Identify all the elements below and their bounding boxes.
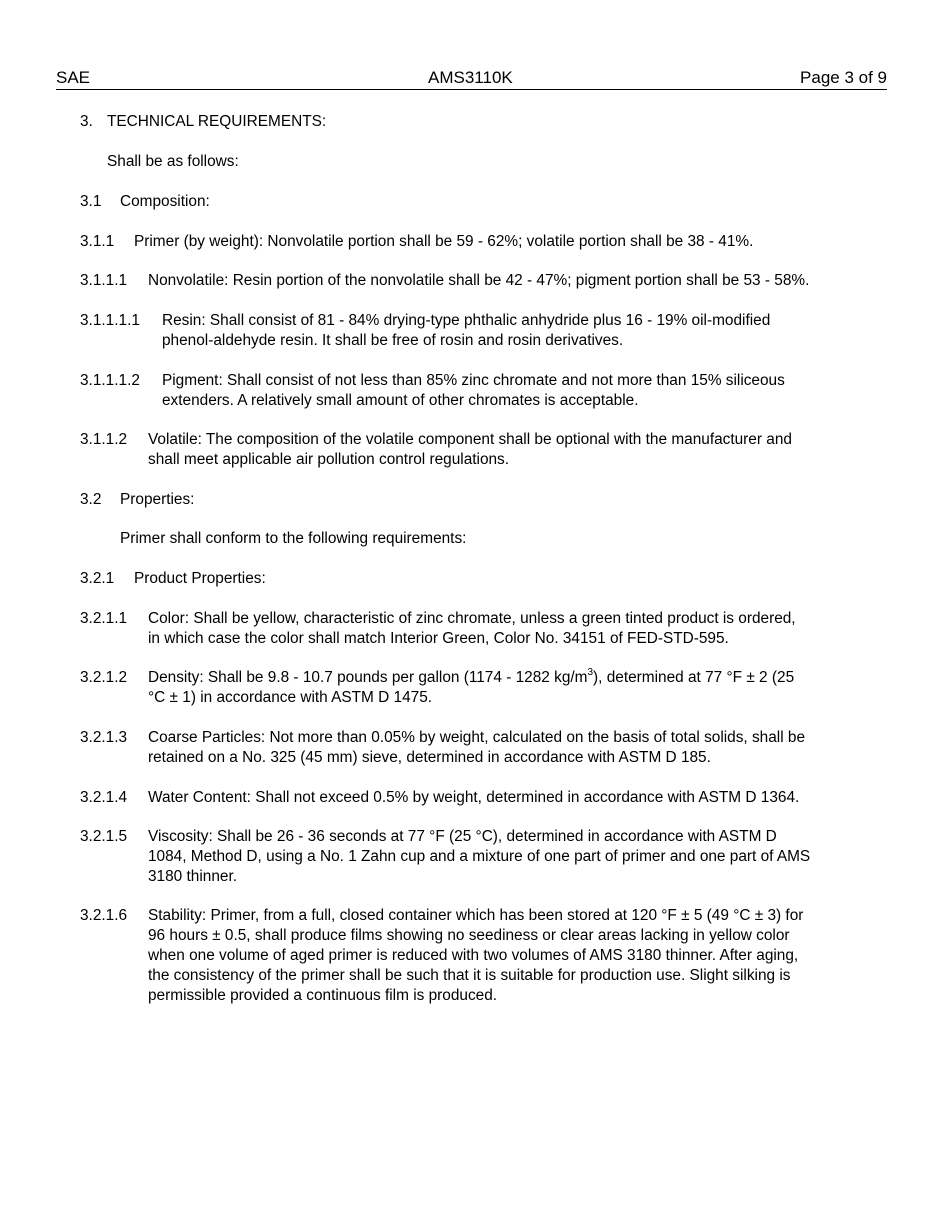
section-number: 3.1 — [80, 193, 102, 210]
section-text-line: in which case the color shall match Interior Green, Color No. 34151 of FED-STD-595. — [148, 630, 729, 647]
section-title: Product Properties: — [134, 570, 266, 587]
section-number: 3.2.1.6 — [80, 907, 128, 924]
section-text-line: Pigment: Shall consist of not less than 85% zinc chromate and not more than 15% siliceous — [162, 372, 785, 389]
section-number: 3.1.1.1.2 — [80, 372, 140, 389]
superscript-cubed: 3 — [587, 667, 594, 678]
section-number: 3.2 — [80, 491, 102, 508]
section-title: Properties: — [120, 491, 195, 508]
section-text-line: °C ± 1) in accordance with ASTM D 1475. — [148, 689, 433, 706]
section-text-line: 3180 thinner. — [148, 868, 237, 885]
header-doc-number: AMS3110K — [428, 68, 513, 87]
section-number: 3. — [80, 113, 93, 130]
section-number: 3.2.1.1 — [80, 610, 128, 627]
header-org: SAE — [56, 68, 91, 87]
section-text-line: Stability: Primer, from a full, closed container which has been stored at 120 °F ± 5 (49 °C ± 3) for — [148, 907, 804, 924]
density-text-a: Density: Shall be 9.8 - 10.7 pounds per gallon (1174 - 1282 kg/m — [148, 669, 588, 686]
section-text: Primer (by weight): Nonvolatile portion shall be 59 - 62%; volatile portion shall be 38 - 41%. — [134, 233, 754, 250]
section-text-line: 96 hours ± 0.5, shall produce films showing no seediness or clear areas lacking in yellow color — [148, 927, 790, 944]
section-3-intro: Shall be as follows: — [107, 153, 239, 170]
section-title: TECHNICAL REQUIREMENTS: — [107, 113, 327, 130]
section-number: 3.1.1 — [80, 233, 115, 250]
section-text-line: retained on a No. 325 (45 mm) sieve, determined in accordance with ASTM D 185. — [148, 749, 711, 766]
section-text-line: extenders. A relatively small amount of other chromates is acceptable. — [162, 392, 639, 409]
section-number: 3.2.1.2 — [80, 669, 128, 686]
section-text-line: shall meet applicable air pollution control regulations. — [148, 451, 510, 468]
section-text: Nonvolatile: Resin portion of the nonvolatile shall be 42 - 47%; pigment portion shall be 53 - 58%. — [148, 272, 810, 289]
section-text-line: when one volume of aged primer is reduced with two volumes of AMS 3180 thinner. After aging, — [148, 947, 799, 964]
section-text-line: Coarse Particles: Not more than 0.05% by weight, calculated on the basis of total solids, shall be — [148, 729, 806, 746]
section-text-line: the consistency of the primer shall be such that it is suitable for production use. Slight silking is — [148, 967, 791, 984]
section-text-line: Volatile: The composition of the volatile component shall be optional with the manufacturer and — [148, 431, 792, 448]
section-number: 3.1.1.1.1 — [80, 312, 140, 329]
section-number: 3.2.1.4 — [80, 789, 128, 806]
section-text-line: Viscosity: Shall be 26 - 36 seconds at 77 °F (25 °C), determined in accordance with ASTM D — [148, 828, 777, 845]
section-text-line: Color: Shall be yellow, characteristic of zinc chromate, unless a green tinted product is ordered, — [148, 610, 796, 627]
page-header — [56, 68, 887, 90]
section-number: 3.1.1.2 — [80, 431, 128, 448]
section-3-2-intro: Primer shall conform to the following requirements: — [120, 530, 467, 547]
section-number: 3.1.1.1 — [80, 272, 128, 289]
density-text-b: ), determined at 77 °F ± 2 (25 — [593, 669, 795, 686]
section-number: 3.2.1.3 — [80, 729, 128, 746]
section-text-line — [148, 668, 794, 688]
section-text-line: Resin: Shall consist of 81 - 84% drying-type phthalic anhydride plus 16 - 19% oil-modified — [162, 312, 771, 329]
section-title: Composition: — [120, 193, 210, 210]
section-text-line: 1084, Method D, using a No. 1 Zahn cup and a mixture of one part of primer and one part of AMS — [148, 848, 811, 865]
header-page-number: Page 3 of 9 — [800, 68, 887, 87]
section-text-line: phenol-aldehyde resin. It shall be free of rosin and rosin derivatives. — [162, 332, 624, 349]
section-text: Water Content: Shall not exceed 0.5% by weight, determined in accordance with ASTM D 1364. — [148, 789, 800, 806]
section-number: 3.2.1.5 — [80, 828, 128, 845]
section-number: 3.2.1 — [80, 570, 115, 587]
section-text-line: permissible provided a continuous film is produced. — [148, 987, 498, 1004]
